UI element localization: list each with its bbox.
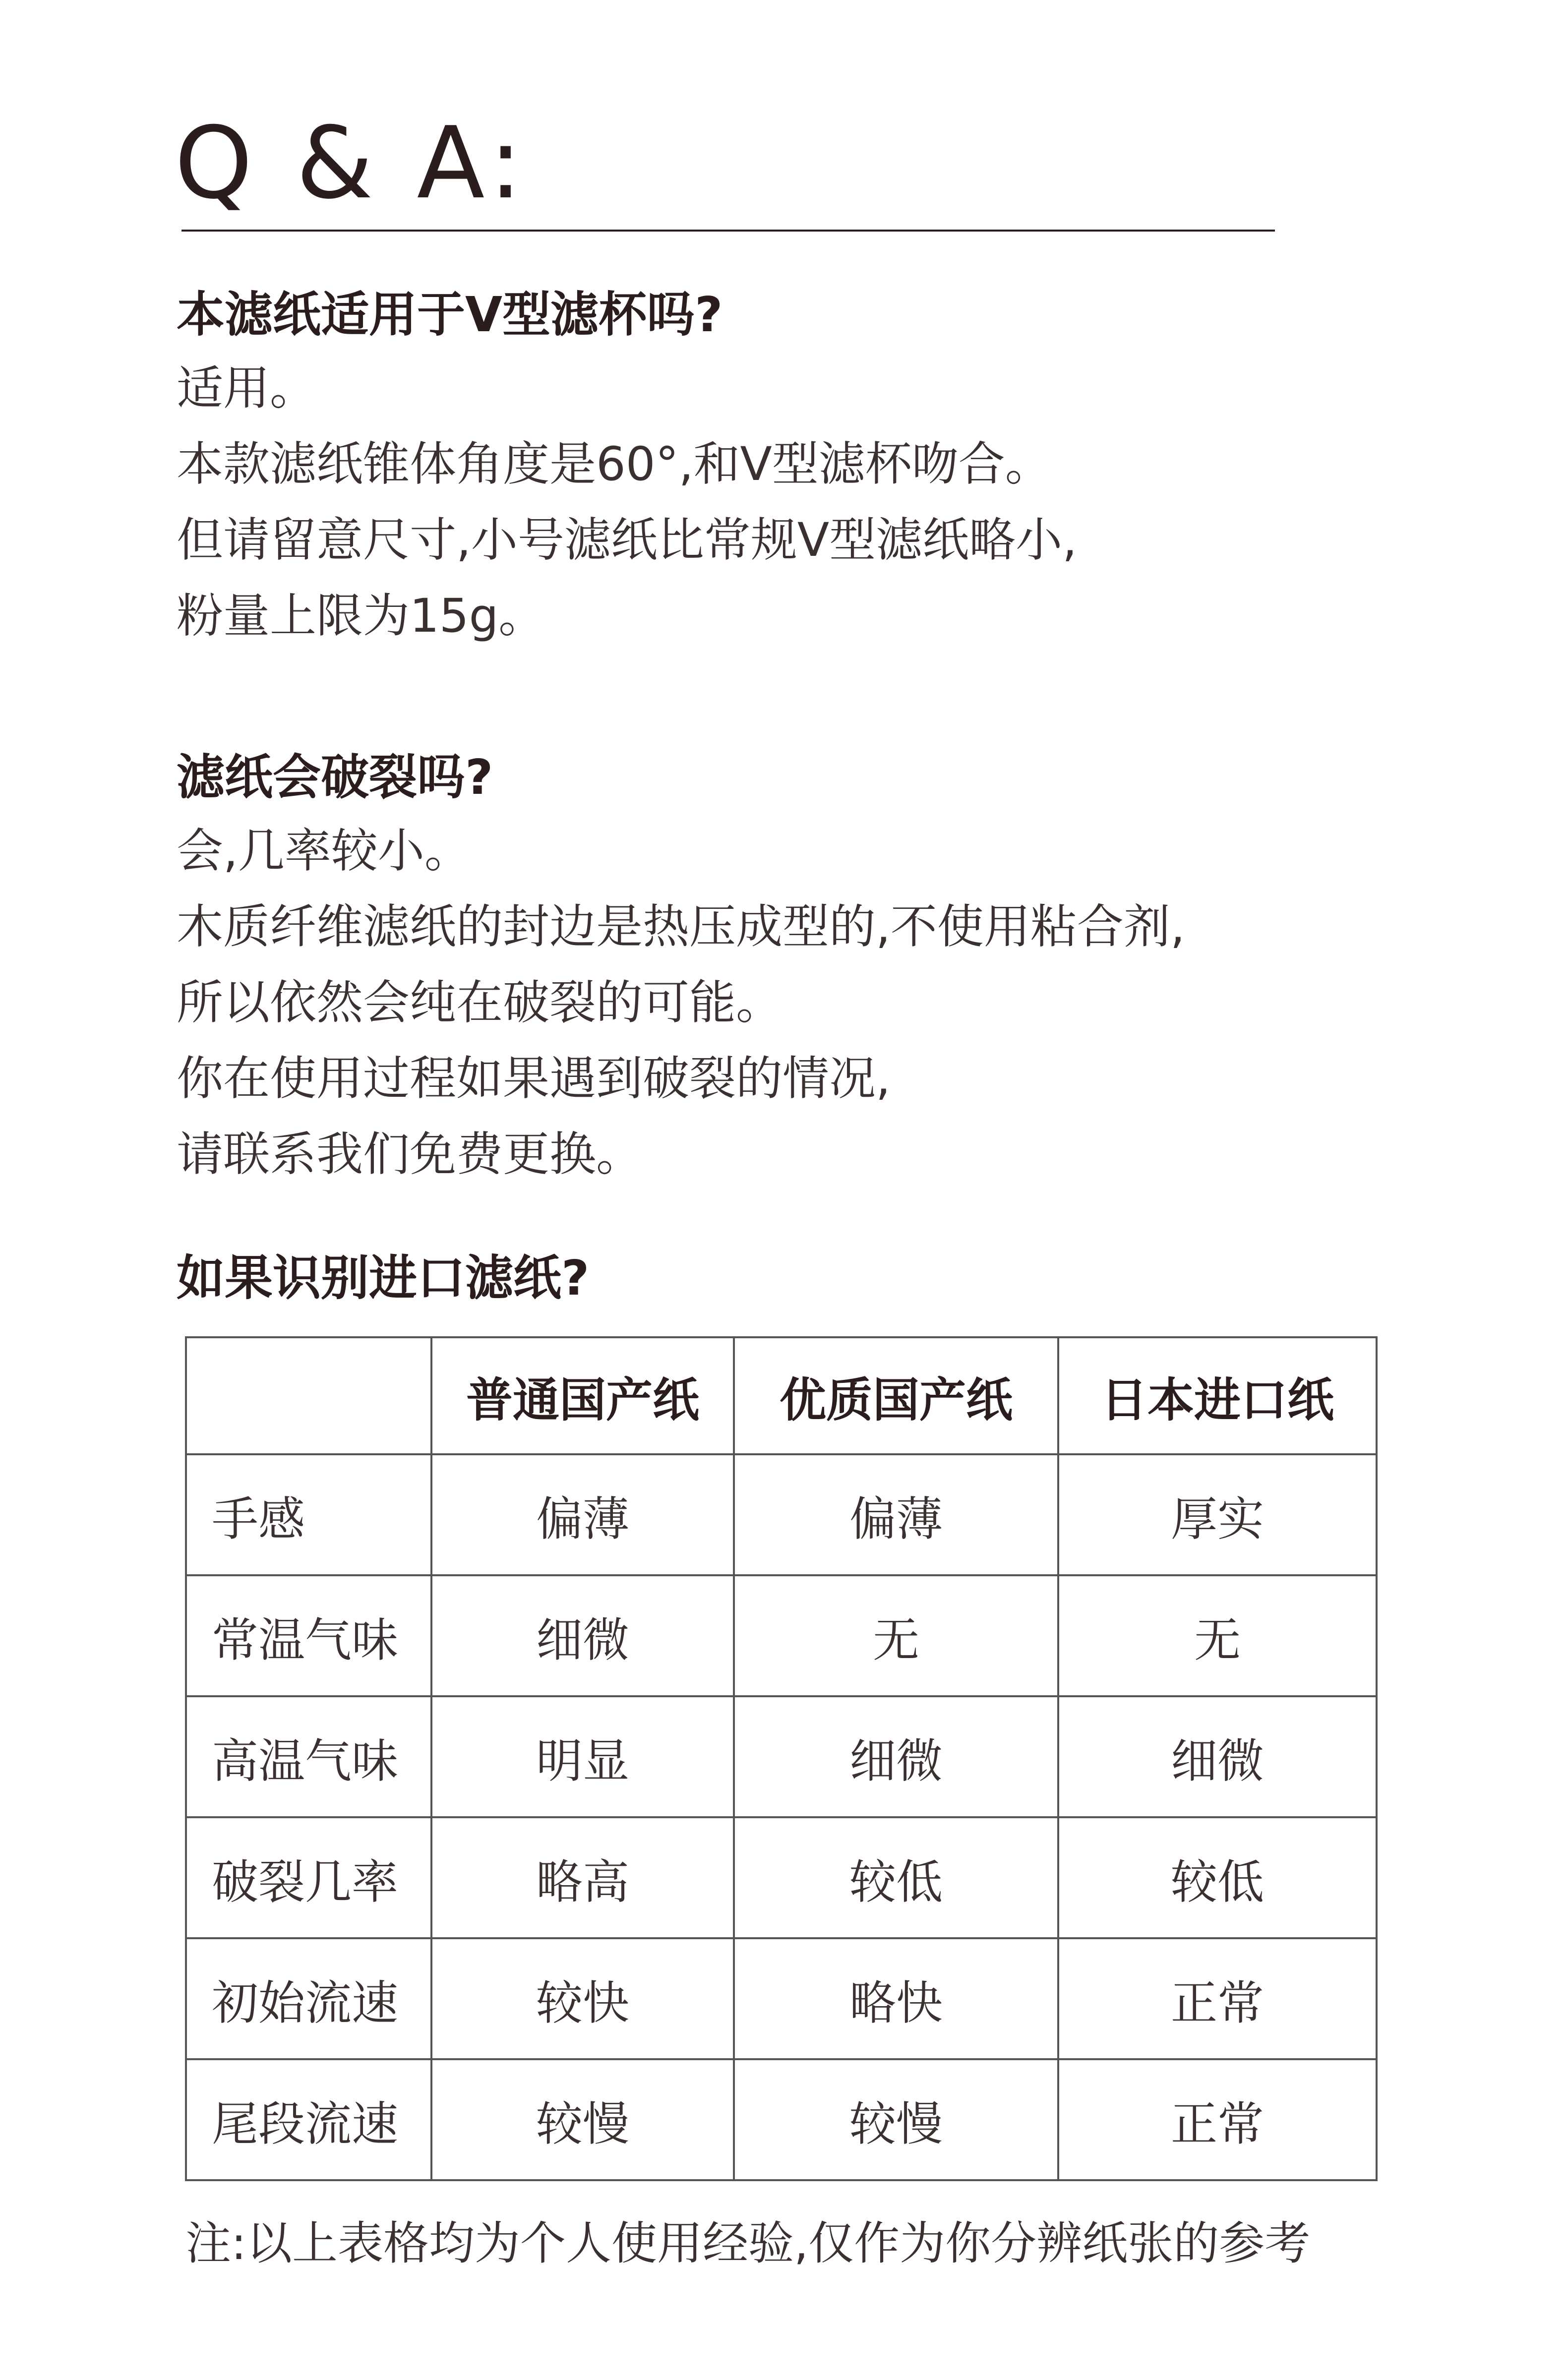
question-2: 滤纸会破裂吗? bbox=[177, 749, 493, 805]
answer-2-line-3: 所以依然会纯在破裂的可能。 bbox=[177, 976, 783, 1030]
comparison-table-wrap bbox=[185, 1336, 1376, 2180]
table-row bbox=[186, 1454, 1377, 1575]
table-cell: 正常 bbox=[1058, 1938, 1377, 2059]
table-cell: 较慢 bbox=[431, 2059, 734, 2180]
table-cell: 偏薄 bbox=[734, 1454, 1058, 1575]
answer-1-line-1: 适用。 bbox=[177, 361, 317, 416]
table-footnote: 注:以上表格均为个人使用经验,仅作为你分辨纸张的参考 bbox=[185, 2217, 1311, 2270]
table-row bbox=[186, 1938, 1377, 2059]
answer-2-line-4: 你在使用过程如果遇到破裂的情况, bbox=[177, 1052, 891, 1106]
answer-2-line-1: 会,几率较小。 bbox=[177, 824, 471, 878]
table-cell: 无 bbox=[734, 1575, 1058, 1696]
question-3: 如果识别进口滤纸? bbox=[177, 1250, 590, 1306]
table-cell: 略高 bbox=[431, 1817, 734, 1938]
row-label: 初始流速 bbox=[186, 1938, 431, 2059]
table-cell: 无 bbox=[1058, 1575, 1377, 1696]
qa-section-1 bbox=[177, 285, 1077, 654]
table-cell: 细微 bbox=[734, 1696, 1058, 1817]
question-1: 本滤纸适用于V型滤杯吗? bbox=[177, 287, 723, 343]
answer-1-line-3: 但请留意尺寸,小号滤纸比常规V型滤纸略小, bbox=[177, 513, 1078, 567]
answer-1-line-2: 本款滤纸锥体角度是60°,和V型滤杯吻合。 bbox=[177, 437, 1052, 491]
table-cell: 细微 bbox=[431, 1575, 734, 1696]
table-row bbox=[186, 1575, 1377, 1696]
table-row bbox=[186, 2059, 1377, 2180]
table-cell: 偏薄 bbox=[431, 1454, 734, 1575]
row-label: 手感 bbox=[186, 1454, 431, 1575]
answer-1-line-4: 粉量上限为15g。 bbox=[177, 589, 545, 643]
table-header-cell: 优质国产纸 bbox=[734, 1337, 1058, 1454]
table-cell: 较低 bbox=[1058, 1817, 1377, 1938]
row-label: 尾段流速 bbox=[186, 2059, 431, 2180]
table-header-cell: 日本进口纸 bbox=[1058, 1337, 1377, 1454]
row-label: 破裂几率 bbox=[186, 1817, 431, 1938]
table-header-cell bbox=[186, 1337, 431, 1454]
answer-2-line-2: 木质纤维滤纸的封边是热压成型的,不使用粘合剂, bbox=[177, 900, 1185, 954]
table-cell: 较低 bbox=[734, 1817, 1058, 1938]
table-cell: 正常 bbox=[1058, 2059, 1377, 2180]
qa-section-3 bbox=[177, 1249, 589, 1308]
table-cell: 厚实 bbox=[1058, 1454, 1377, 1575]
comparison-table bbox=[185, 1336, 1378, 2181]
qa-heading: Q & A: bbox=[175, 106, 529, 221]
heading-divider bbox=[181, 230, 1275, 232]
table-row bbox=[186, 1817, 1377, 1938]
row-label: 高温气味 bbox=[186, 1696, 431, 1817]
table-row bbox=[186, 1696, 1377, 1817]
qa-section-2 bbox=[177, 748, 1185, 1192]
table-cell: 较慢 bbox=[734, 2059, 1058, 2180]
table-cell: 细微 bbox=[1058, 1696, 1377, 1817]
row-label: 常温气味 bbox=[186, 1575, 431, 1696]
table-header-cell: 普通国产纸 bbox=[431, 1337, 734, 1454]
table-cell: 较快 bbox=[431, 1938, 734, 2059]
answer-2-line-5: 请联系我们免费更换。 bbox=[177, 1128, 643, 1182]
table-cell: 明显 bbox=[431, 1696, 734, 1817]
table-header-row bbox=[186, 1337, 1377, 1454]
table-cell: 略快 bbox=[734, 1938, 1058, 2059]
